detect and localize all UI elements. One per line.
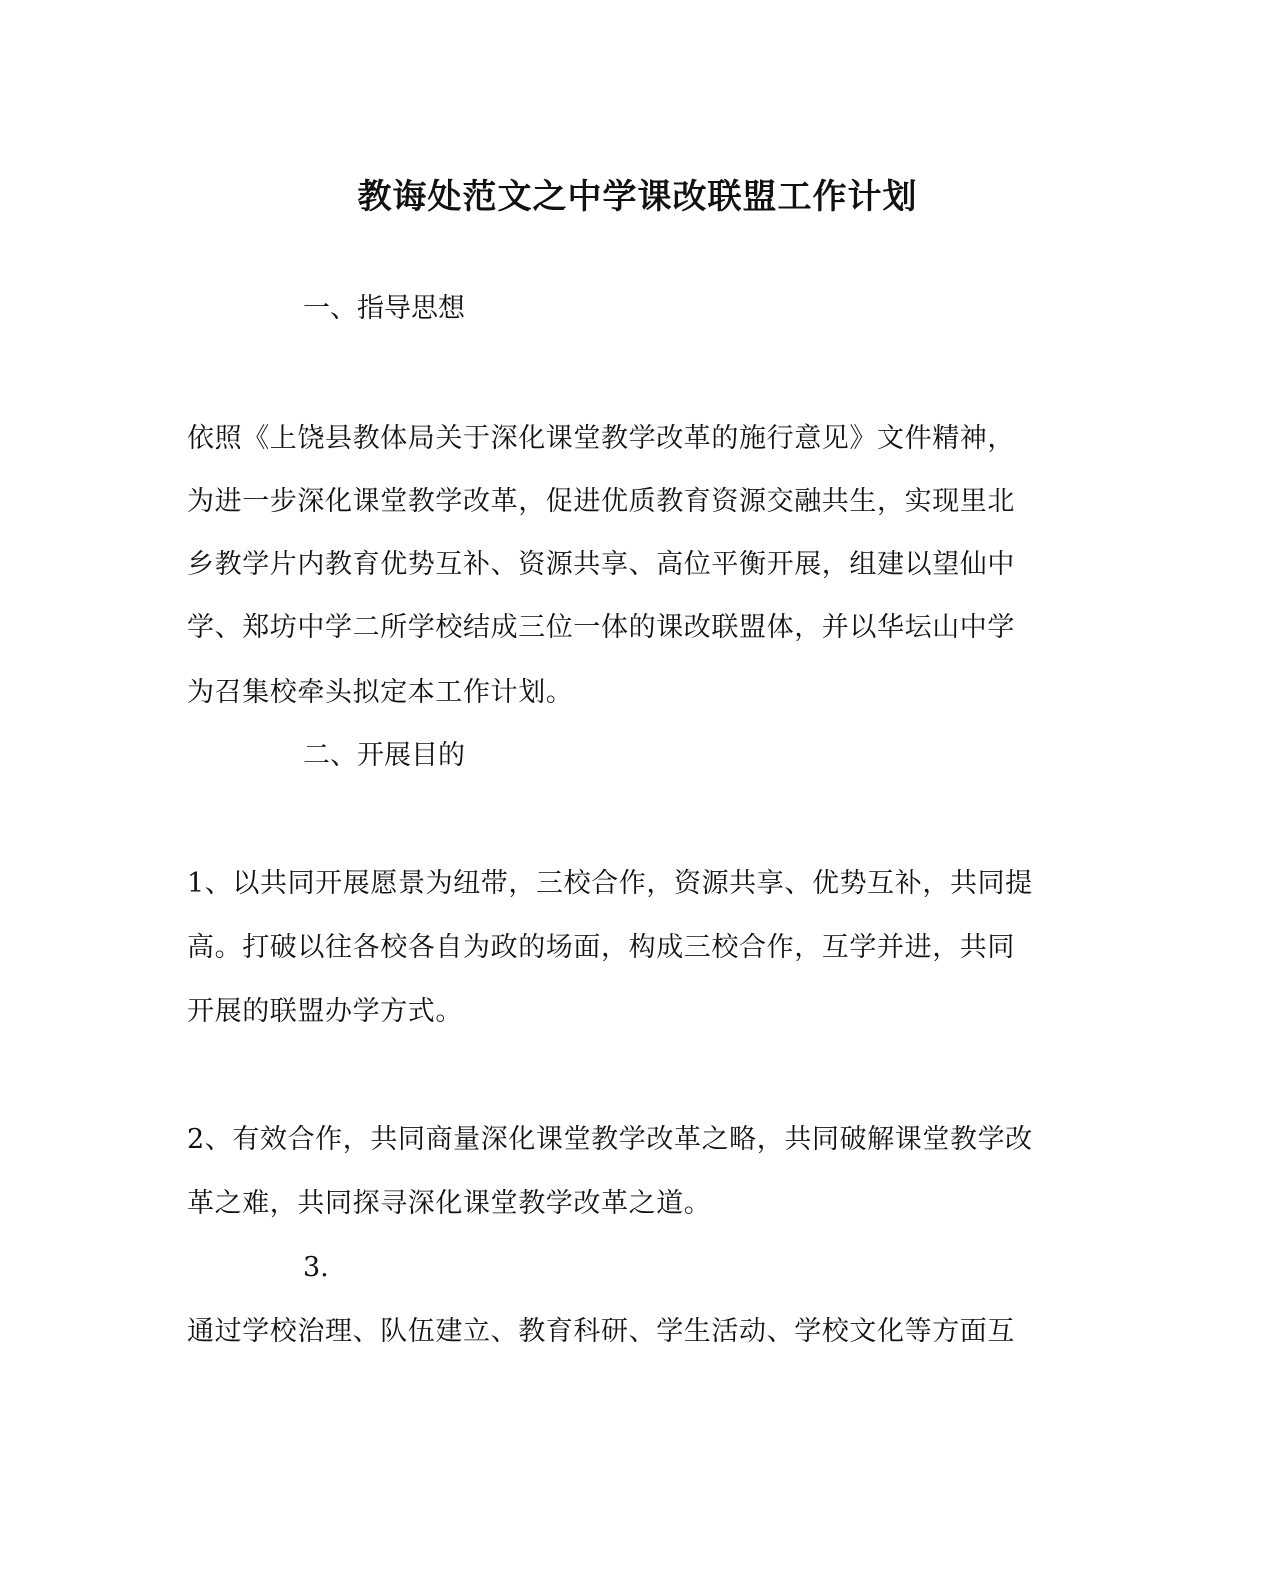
section-heading-guiding-ideology: 一、指导思想 xyxy=(303,293,465,324)
paragraph-line: 2、有效合作，共同商量深化课堂教学改革之略，共同破解课堂教学改 xyxy=(187,1124,1033,1155)
paragraph-line: 革之难，共同探寻深化课堂教学改革之道。 xyxy=(187,1188,712,1219)
paragraph-line: 1、以共同开展愿景为纽带，三校合作，资源共享、优势互补，共同提 xyxy=(187,868,1033,899)
section-heading-goals: 二、开展目的 xyxy=(303,740,465,771)
paragraph-line: 为召集校牵头拟定本工作计划。 xyxy=(187,677,574,708)
paragraph-line: 依照《上饶县教体局关于深化课堂教学改革的施行意见》文件精神， xyxy=(187,423,1015,454)
document-title: 教诲处范文之中学课改联盟工作计划 xyxy=(357,177,918,217)
paragraph-line: 高。打破以往各校各自为政的场面，构成三校合作，互学并进，共同 xyxy=(187,932,1015,963)
list-item-number: 3. xyxy=(303,1252,329,1283)
paragraph-line: 开展的联盟办学方式。 xyxy=(187,996,463,1027)
paragraph-line: 学、郑坊中学二所学校结成三位一体的课改联盟体，并以华坛山中学 xyxy=(187,612,1015,643)
paragraph-line: 通过学校治理、队伍建立、教育科研、学生活动、学校文化等方面互 xyxy=(187,1316,1015,1347)
paragraph-line: 为进一步深化课堂教学改革，促进优质教育资源交融共生，实现里北 xyxy=(187,486,1015,517)
paragraph-line: 乡教学片内教育优势互补、资源共享、高位平衡开展，组建以望仙中 xyxy=(187,549,1015,580)
